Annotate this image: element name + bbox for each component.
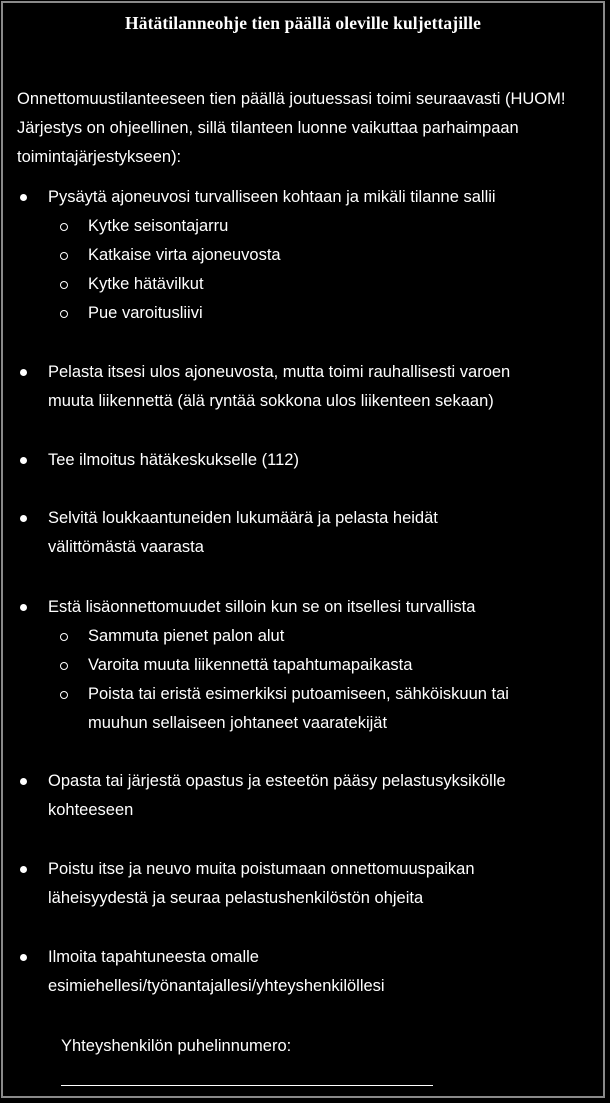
list-item-text: Pelasta itsesi ulos ajoneuvosta, mutta toimi rauhallisesti varoen: [48, 363, 511, 381]
sub-bullet-icon: [60, 691, 68, 699]
intro-paragraph: Onnettomuustilanteeseen tien päällä joutuessasi toimi seuraavasti (HUOM! Järjestys on ohjeellinen, sillä tilanteen luonne vaikuttaa parhaimpaan toimintajärjestykseen):: [17, 90, 566, 166]
sub-item-text: Kytke seisontajarru: [88, 217, 229, 235]
sub-item-text: Sammuta pienet palon alut: [88, 627, 285, 645]
bullet-icon: [20, 457, 27, 464]
bullet-icon: [20, 778, 27, 785]
sub-bullet-icon: [60, 281, 68, 289]
list-item-text: Tee ilmoitus hätäkeskukselle (112): [48, 451, 299, 469]
bullet-icon: [20, 369, 27, 376]
list-item-text: Selvitä loukkaantuneiden lukumäärä ja pelasta heidät: [48, 509, 438, 527]
list-item-text: Pysäytä ajoneuvosi turvalliseen kohtaan ja mikäli tilanne sallii: [48, 188, 496, 206]
sub-bullet-icon: [60, 310, 68, 318]
list-item-text: Ilmoita tapahtuneesta omalle: [48, 948, 259, 966]
emergency-instructions-card: [1, 1, 605, 1098]
sub-bullet-icon: [60, 633, 68, 641]
list-item-text: Estä lisäonnettomuudet silloin kun se on itsellesi turvallista: [48, 598, 476, 616]
document-title: Hätätilanneohje tien päällä oleville kuljettajille: [125, 13, 481, 33]
list-item-text: muuta liikennettä (älä ryntää sokkona ulos liikenteen sekaan): [48, 392, 494, 410]
sub-bullet-icon: [60, 223, 68, 231]
sub-item-text: Kytke hätävilkut: [88, 275, 204, 293]
list-item-text: läheisyydestä ja seuraa pelastushenkilöstön ohjeita: [48, 889, 424, 907]
sub-item-text: Poista tai eristä esimerkiksi putoamiseen, sähköiskuun tai: [88, 685, 509, 703]
list-item-text: välittömästä vaarasta: [48, 538, 204, 556]
sub-bullet-icon: [60, 662, 68, 670]
list-item-text: Opasta tai järjestä opastus ja esteetön pääsy pelastusyksikölle: [48, 772, 506, 790]
bullet-icon: [20, 604, 27, 611]
contact-label: Yhteyshenkilön puhelinnumero:: [61, 1037, 292, 1055]
bullet-icon: [20, 866, 27, 873]
sub-bullet-icon: [60, 252, 68, 260]
list-item-text: kohteeseen: [48, 801, 134, 819]
sub-item-text: Varoita muuta liikennettä tapahtumapaikasta: [88, 656, 413, 674]
bullet-icon: [20, 194, 27, 201]
sub-item-text: muuhun sellaiseen johtaneet vaaratekijät: [88, 714, 388, 732]
sub-item-text: Katkaise virta ajoneuvosta: [88, 246, 281, 264]
sub-item-text: Pue varoitusliivi: [88, 304, 203, 322]
list-item-text: Poistu itse ja neuvo muita poistumaan onnettomuuspaikan: [48, 860, 475, 878]
phone-number-blank-line: [61, 1085, 433, 1086]
bullet-icon: [20, 954, 27, 961]
bullet-icon: [20, 515, 27, 522]
list-item-text: esimiehellesi/työnantajallesi/yhteyshenkilöllesi: [48, 977, 385, 995]
